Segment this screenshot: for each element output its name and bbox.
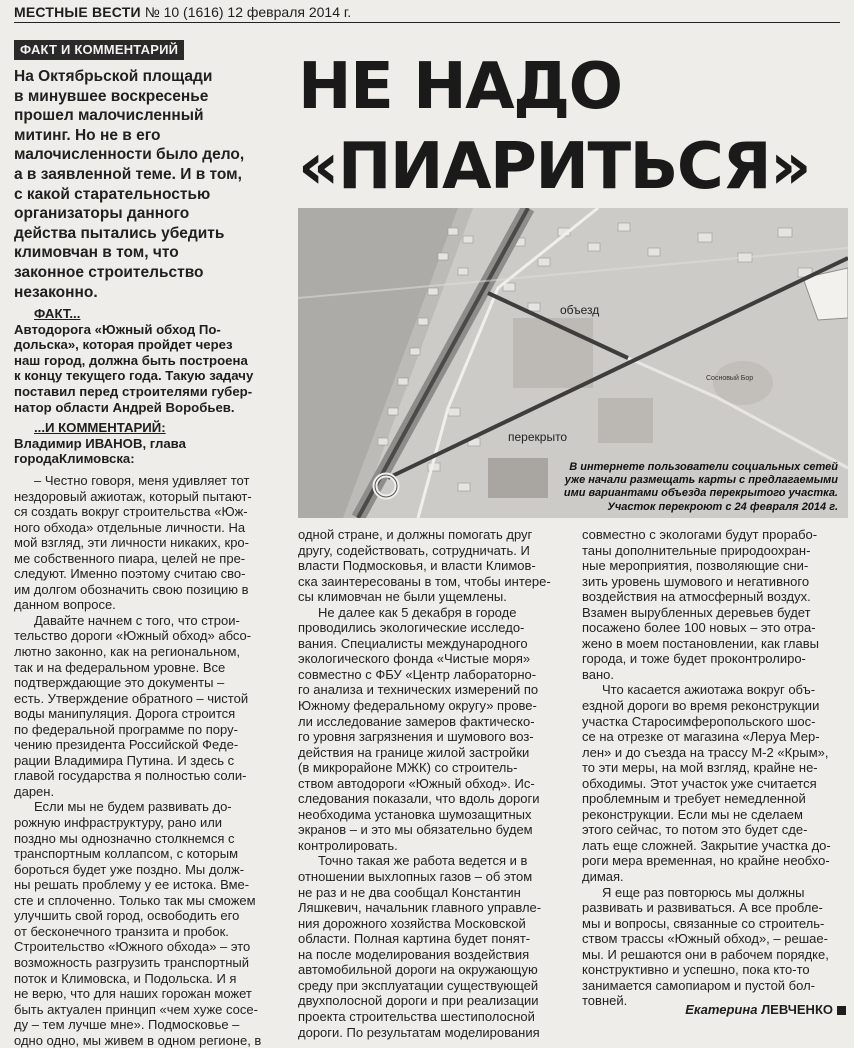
byline [685, 1002, 846, 1017]
article-line: развивать и развиваться. А все пробле- [582, 900, 823, 916]
article-line: ме собственного пиара, целей не пре- [14, 550, 246, 566]
article-line: го уровня загрязнения и шумового воз- [298, 729, 534, 745]
article-line: действия на границе жилой застройки [298, 744, 530, 760]
article-line: не верю, что для наших горожан может [14, 986, 252, 1002]
article-line: мы. И решаются они в рабочем порядке, [582, 946, 829, 962]
fact-line: поставил перед строителями губер- [14, 383, 253, 399]
article-line: поток и Климовска, и Подольска. И я [14, 970, 237, 986]
article-line: экранов – и это мы обязательно будем [298, 822, 533, 838]
article-line: совместно с экологами будут прорабо- [582, 527, 818, 542]
article-line: данном вопросе. [14, 597, 116, 613]
article-line: Точно такая же работа ведется и в [318, 853, 528, 869]
article-line: области. Полная картина будет понят- [298, 931, 531, 947]
article-line: ли исследование замеров фактическо- [298, 713, 535, 729]
article-line: дарен. [14, 783, 55, 799]
lede-line: а в заявленной теме. И в том, [14, 165, 242, 183]
lede-line: действа пытались убедить [14, 224, 225, 242]
lede-line: климовчан в том, что [14, 244, 179, 262]
caption-line: В интернете пользователи социальных сетей [569, 461, 838, 473]
fact-block [14, 306, 280, 415]
article-line: ездной дороги во время реконструкции [582, 698, 820, 714]
article-line: быть актуален принцип «чем хуже сосе- [14, 1001, 258, 1017]
article-line: занимается самопиаром и пустой бол- [582, 977, 815, 993]
article-line: следуют. Именно поэтому считаю сво- [14, 566, 246, 582]
article-line: необходима установка шумозащитных [298, 806, 532, 822]
article-line: есть. Утверждение обратного – чистой [14, 690, 249, 706]
article-line: сте и сплоченно. Только так мы сможем [14, 892, 256, 908]
article-line: так и на федеральном уровне. Все [14, 659, 226, 675]
article-line: Не далее как 5 декабря в городе [318, 604, 517, 620]
fact-label: ФАКТ... [34, 306, 81, 321]
comment-line: Климовска: [59, 451, 135, 467]
article-line: совместно с ФБУ «Центр лабораторно- [298, 666, 537, 682]
article-line: экологического фонда «Чистые моря» [298, 651, 531, 667]
article-line: рожную инфраструктуру, рано или [14, 815, 223, 831]
article-line: таны дополнительные природоохран- [582, 542, 811, 558]
article-line: ные мероприятия, позволяющие сни- [582, 558, 809, 574]
article-line: проводились экологические исследо- [298, 620, 525, 636]
map-caption [538, 461, 838, 514]
map-label-bypass: объезд [560, 303, 600, 317]
article-line: бороться будет уже поздно. Мы долж- [14, 861, 245, 877]
fact-line: к концу текущего года. Такую задачу [14, 368, 254, 384]
article-line: реконструкции. Если мы не сделаем [582, 806, 803, 822]
article-line: дороги. По результатам моделирования [298, 1024, 540, 1040]
article-line: власти Подмосковья, и власти Климов- [298, 558, 536, 574]
lede-paragraph [14, 67, 276, 302]
article-line: – Честно говоря, меня удивляет тот [34, 473, 250, 488]
article-line: конструктивно и успешно, пока кто-то [582, 962, 810, 978]
article-line: ством автодороги «Южный обход». Ис- [298, 775, 535, 791]
comment-line: Владимир ИВАНОВ, глава города [14, 435, 186, 467]
article-line: Давайте начнем с того, что строи- [34, 612, 240, 628]
article-line: чению президента Российской Феде- [14, 737, 239, 753]
map-figure [298, 208, 848, 518]
article-line: им долгом обозначить свою позицию в [14, 581, 249, 597]
article-line: автомобильной дороги на окружающую [298, 962, 538, 978]
article-line: одной стране, и должны помогать друг [298, 527, 533, 542]
article-line: проекта строительства шестиполосной [298, 1008, 535, 1024]
article-line: Ляшкевич, начальник главного управле- [298, 900, 542, 916]
comment-label: ...И КОММЕНТАРИЙ: [34, 420, 166, 435]
map-label-forest: Сосновый Бор [706, 375, 754, 382]
article-line: обходимы. Этот участок уже считается [582, 775, 817, 791]
article-line: по федеральной программе по пору- [14, 721, 238, 737]
headline [298, 47, 848, 207]
article-line: отношении выхлопных газов – об этом [298, 869, 533, 885]
lede-line: прошел малочисленный [14, 107, 204, 125]
article-line: возможность разгрузить транспортный [14, 954, 249, 970]
lede-line: митинг. Но не в его [14, 126, 161, 144]
article-line: Если мы не будем развивать до- [34, 799, 232, 815]
article-line: роги мера временная, но крайне необхо- [582, 853, 830, 869]
article-line: ния дорожного хозяйства Московской [298, 915, 526, 931]
article-line: от бесконечного транзита и пробок. [14, 923, 229, 939]
article-line: жено в моем постановлении, как главы [582, 635, 820, 651]
article-line: контролировать. [298, 837, 398, 853]
article-line: Южному федеральному округу» прове- [298, 698, 537, 714]
article-line: транспортным коллапсом, с которым [14, 846, 239, 862]
article-line: го анализа и технических измерений по [298, 682, 539, 698]
article-line: Я еще раз повторюсь мы должны [602, 884, 805, 900]
headline-line: НЕ НАДО [298, 50, 622, 124]
article-line: се на отрезке от магазина «Леруа Мер- [582, 729, 820, 745]
article-line: Что касается ажиотажа вокруг объ- [602, 682, 816, 698]
article-line: ся создать вокруг строительства «Юж- [14, 504, 248, 520]
article-line: главой государства я полностью соли- [14, 768, 247, 784]
article-line: ска заинтересованы в том, чтобы интере- [298, 573, 551, 589]
article-line: города, и тоже будет проконтролиро- [582, 651, 806, 667]
article-line: вано. [582, 666, 615, 682]
article-line: ного обхода» отдельные личности. На [14, 519, 246, 535]
article-line: улучшить свой город, освободить его [14, 908, 240, 924]
article-line: следования показали, что вдоль дороги [298, 791, 540, 807]
fact-line: натор области Андрей Воробьев. [14, 399, 235, 415]
headline-line: «ПИАРИТЬСЯ» [298, 130, 810, 204]
article-line: сы климовчан не были ущемлены. [298, 589, 507, 605]
lede-line: малочисленности было дело, [14, 146, 245, 164]
article-line: этого сейчас, то потом это будет сде- [582, 822, 808, 838]
lede-line: незаконно. [14, 283, 98, 301]
article-column-1 [14, 473, 280, 1048]
article-line: двухполосной дороги и при реализации [298, 993, 539, 1009]
article-line: одно одно, мы живем в одном регионе, в [14, 1032, 262, 1048]
lede-line: с какой старательностью [14, 185, 211, 203]
article-line: лать еще сложней. Закрытие участка до- [582, 837, 831, 853]
comment-block [14, 420, 280, 467]
lede-line: На Октябрьской площади [14, 68, 213, 85]
article-line: ством трассы «Южный обход», – решае- [582, 931, 828, 947]
fact-line: Автодорога «Южный обход По- [14, 321, 221, 337]
lede-line: законное строительство [14, 263, 204, 281]
article-line: среду при эксплуатации существующей [298, 977, 539, 993]
article-line: (в микрорайоне МЖК) со строитель- [298, 760, 518, 776]
article-line: мы и вопросы, связанные со строитель- [582, 915, 825, 931]
byline-first-name: Екатерина [685, 1002, 758, 1017]
article-line: товней. [582, 993, 628, 1009]
article-line: рации Владимира Путина. И здесь с [14, 752, 235, 768]
article-line: не раз и не два сообщал Константин [298, 884, 521, 900]
issue-info: № 10 (1616) 12 февраля 2014 г. [144, 4, 352, 20]
article-line: ны решать проблему у ее истока. Вме- [14, 877, 250, 893]
article-line: воздействия на атмосферный воздух. [582, 589, 811, 605]
article-line: тельство дороги «Южный обход» абсо- [14, 628, 252, 644]
article-column-2 [298, 527, 564, 1040]
article-line: зить уровень шумового и негативного [582, 573, 810, 589]
map-label-blocked: перекрыто [508, 430, 568, 444]
article-line: на после моделирования воздействия [298, 946, 530, 962]
article-line: димая. [582, 869, 624, 885]
caption-line: уже начали размещать карты с предлагаемыми [564, 474, 838, 487]
article-line: нездоровый ажиотаж, который пытают- [14, 488, 252, 504]
article-line: поздно мы однозначно столкнемся с [14, 830, 235, 846]
lede-line: в минувшее воскресенье [14, 87, 209, 105]
article-line: другу, содействовать, сотрудничать. И [298, 542, 530, 558]
rubric-label: ФАКТ И КОММЕНТАРИЙ [14, 40, 184, 60]
fact-line: дольска», которая пройдет через [14, 337, 233, 353]
newspaper-name: МЕСТНЫЕ ВЕСТИ [14, 4, 141, 20]
lede-line: организаторы данного [14, 205, 190, 223]
article-line: мой взгляд, эти личности никаких, кро- [14, 535, 249, 551]
byline-last-name: ЛЕВЧЕНКО [761, 1002, 833, 1017]
article-line: участка Старосимферопольского шос- [582, 713, 816, 729]
caption-line: ими вариантами объезда перекрытого участка. [563, 487, 838, 500]
caption-line: Участок перекроют с 24 февраля 2014 г. [607, 500, 838, 513]
article-line: лен» и до съезда на трассу М-2 «Крым», [582, 744, 829, 760]
article-line: посажено более 100 новых – это отра- [582, 620, 816, 636]
article-line: подтверждающие это документы – [14, 675, 225, 691]
end-square-icon [837, 1006, 846, 1015]
article-line: ду – тем лучше мне». Подмосковье – [14, 1017, 240, 1033]
fact-line: наш город, должна быть построена [14, 352, 248, 368]
article-line: то эти меры, на мой взгляд, крайне не- [582, 760, 818, 776]
masthead [14, 2, 840, 23]
article-line: лютно законно, как на региональном, [14, 644, 241, 660]
article-line: проблемным и требует немедленной [582, 791, 806, 807]
article-line: вания. Специалисты международного [298, 635, 528, 651]
article-line: Взамен вырубленных деревьев будет [582, 604, 811, 620]
article-line: воды манипуляция. Дорога строится [14, 706, 236, 722]
article-line: Строительство «Южного обхода» – это [14, 939, 251, 955]
article-column-3 [582, 527, 848, 1009]
